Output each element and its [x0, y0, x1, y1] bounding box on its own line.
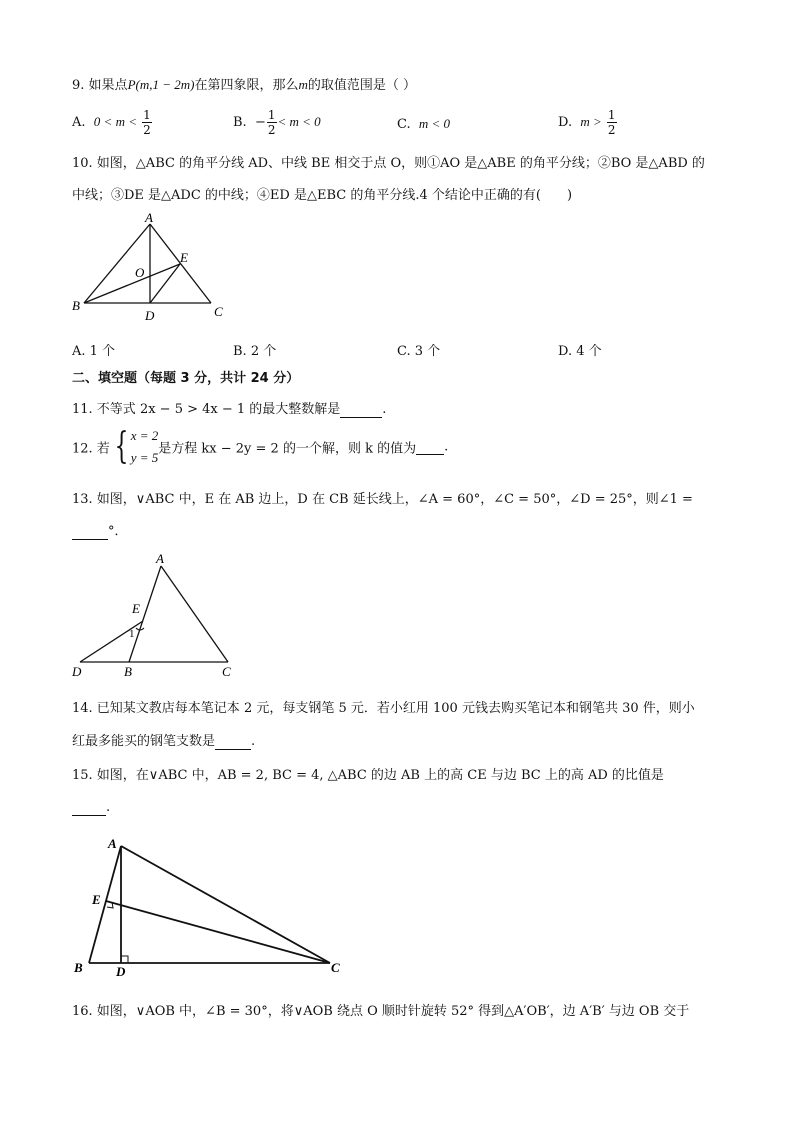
q12-answer-blank	[416, 439, 444, 455]
fraction: $\frac{1}{2}$	[267, 108, 276, 137]
label-b: B	[124, 664, 132, 679]
label-e: E	[132, 601, 140, 616]
label-b: B	[72, 298, 80, 313]
label-d: D	[116, 964, 126, 978]
fraction: $\frac{1}{2}$	[143, 108, 151, 137]
q9-number: 9.	[72, 78, 89, 93]
q13-line1: 13. 如图，∨ABC 中，E 在 AB 边上，D 在 CB 延长线上，∠A = 60°，∠C = 50°，∠D = 25°，则∠1 =	[72, 492, 693, 507]
q13-answer-blank	[72, 524, 108, 540]
q9-point: P(m,1 − 2m)	[127, 77, 195, 92]
q15-line2: .	[72, 800, 110, 816]
q14-answer-blank	[215, 734, 251, 750]
q10-option-a: A. 1 个	[72, 344, 116, 359]
q15-triangle-figure	[68, 828, 358, 978]
section-2-title: 二、填空题（每题 3 分，共计 24 分）	[72, 371, 300, 386]
question-9	[72, 74, 416, 93]
q9-post: 在第四象限，那么	[194, 78, 299, 93]
q15-answer-blank	[72, 800, 106, 816]
q10-option-c: C. 3 个	[397, 344, 441, 359]
label-a: A	[156, 551, 164, 566]
label-c: C	[331, 960, 340, 975]
q10-option-d: D. 4 个	[558, 344, 602, 359]
label-c: C	[214, 304, 223, 319]
question-12: 12. 若 { x = 2 y = 5 是方程 kx − 2y = 2 的一个解，则 k 的值为 .	[72, 426, 449, 467]
label-e: E	[180, 250, 188, 265]
label-a: A	[108, 836, 117, 851]
label-a: A	[145, 210, 153, 225]
q10-line2: 中线；③DE 是△ADC 的中线；④ED 是△EBC 的角平分线.4 个结论中正确的有( )	[72, 188, 573, 203]
question-11: 11. 不等式 2x − 5 > 4x − 1 的最大整数解是 .	[72, 402, 387, 417]
q10-option-b: B. 2 个	[233, 344, 277, 359]
equation-system: x = 2 y = 5	[130, 428, 159, 465]
q9-var: m	[298, 77, 308, 92]
q10-line1: 10. 如图，△ABC 的角平分线 AD、中线 BE 相交于点 O，则①AO 是△ABE 的角平分线；②BO 是△ABD 的	[72, 156, 705, 171]
label-d: D	[72, 664, 82, 679]
q9-pre: 如果点	[88, 78, 128, 93]
q9-option-d: D. m > $\frac{1}{2}$	[558, 108, 616, 137]
q9-tail: 的取值范围是（ ）	[307, 78, 417, 93]
brace-icon: {	[114, 426, 129, 467]
q9-option-a: A. 0 < m < $\frac{1}{2}$	[72, 108, 151, 137]
q13-triangle-figure	[68, 548, 248, 680]
q14-line1: 14. 已知某文教店每本笔记本 2 元，每支钢笔 5 元．若小红用 100 元钱去购买笔记本和钢笔共 30 件，则小	[72, 701, 695, 716]
label-o: O	[135, 265, 145, 280]
label-e: E	[92, 892, 101, 907]
q9-option-c: C. m < 0	[397, 116, 451, 132]
q10-triangle-figure	[68, 210, 238, 325]
q11-answer-blank	[340, 402, 382, 418]
q15-line1: 15. 如图，在∨ABC 中，AB = 2, BC = 4, △ABC 的边 AB 上的高 CE 与边 BC 上的高 AD 的比值是	[72, 768, 664, 783]
q13-line2: °．	[72, 520, 128, 540]
q9-option-b: B. − $\frac{1}{2}$ < m < 0	[233, 108, 321, 137]
q16-line1: 16. 如图，∨AOB 中，∠B = 30°，将∨AOB 绕点 O 顺时针旋转 52° 得到△A′OB′，边 A′B′ 与边 OB 交于	[72, 1004, 690, 1019]
q14-line2: 红最多能买的钢笔支数是 .	[72, 734, 256, 749]
label-d: D	[145, 308, 155, 323]
label-b: B	[74, 960, 83, 975]
label-1: 1	[129, 628, 135, 640]
label-c: C	[222, 664, 231, 679]
fraction: $\frac{1}{2}$	[607, 108, 616, 137]
